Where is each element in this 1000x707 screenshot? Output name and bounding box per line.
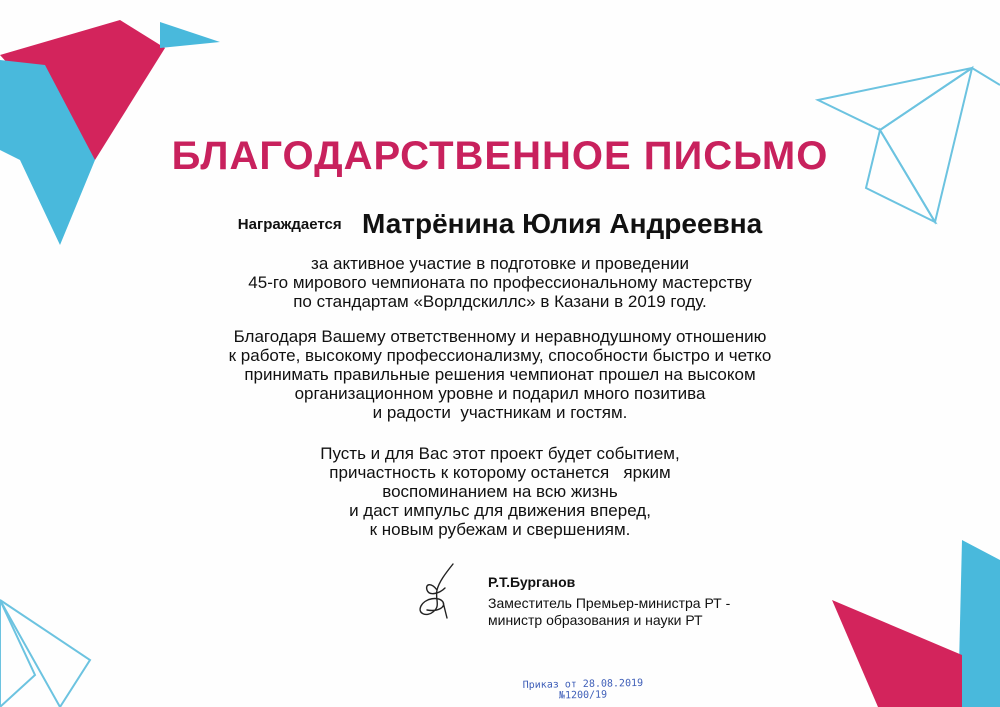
signatory-position-line: Заместитель Премьер-министра РТ - (488, 595, 731, 611)
paragraph-line: 45-го мирового чемпионата по профессиональному мастерству (248, 273, 752, 292)
wishes-paragraph (150, 444, 850, 539)
gratitude-paragraph (150, 327, 850, 422)
signatory-position (488, 595, 730, 629)
bottom-right-pink-shape (832, 600, 962, 707)
paragraph-line: причастность к которому останется ярким (329, 463, 671, 482)
paragraph-line: к работе, высокому профессионализму, способности быстро и четко (228, 346, 772, 365)
participation-paragraph (150, 254, 850, 311)
stamp-line: Приказ от 28.08.2019 (522, 677, 644, 692)
paragraph-line: за активное участие в подготовке и проведении (311, 254, 689, 273)
paragraph-line: и даст импульс для движения вперед, (349, 501, 651, 520)
paragraph-line: Пусть и для Вас этот проект будет событием, (320, 444, 680, 463)
paragraph-line: воспоминанием на всю жизнь (382, 482, 618, 501)
paragraph-line: к новым рубежам и свершениям. (369, 520, 631, 539)
awarded-label: Награждается (237, 215, 342, 233)
awardee-row (0, 208, 1000, 240)
signatory-name: Р.Т.Бурганов (488, 574, 576, 590)
paragraph-line: по стандартам «Ворлдскиллс» в Казани в 2019 году. (293, 292, 707, 311)
paragraph-line: принимать правильные решения чемпионат прошел на высоком (244, 365, 756, 384)
order-stamp (508, 678, 658, 703)
paragraph-line: организационном уровне и подарил много позитива (294, 384, 706, 403)
top-left-blue-arrow-shape (160, 22, 220, 48)
signatory-position-line: министр образования и науки РТ (488, 612, 703, 628)
awardee-name: Матрёнина Юлия Андреевна (362, 208, 763, 239)
stamp-line: №1200/19 (558, 689, 608, 702)
handwritten-signature (405, 560, 475, 620)
letter-title: БЛАГОДАРСТВЕННОЕ ПИСЬМО (171, 134, 829, 178)
bottom-left-plane-outline (0, 600, 90, 707)
paragraph-line: и радости участникам и гостям. (372, 403, 628, 422)
paragraph-line: Благодаря Вашему ответственному и неравнодушному отношению (233, 327, 767, 346)
